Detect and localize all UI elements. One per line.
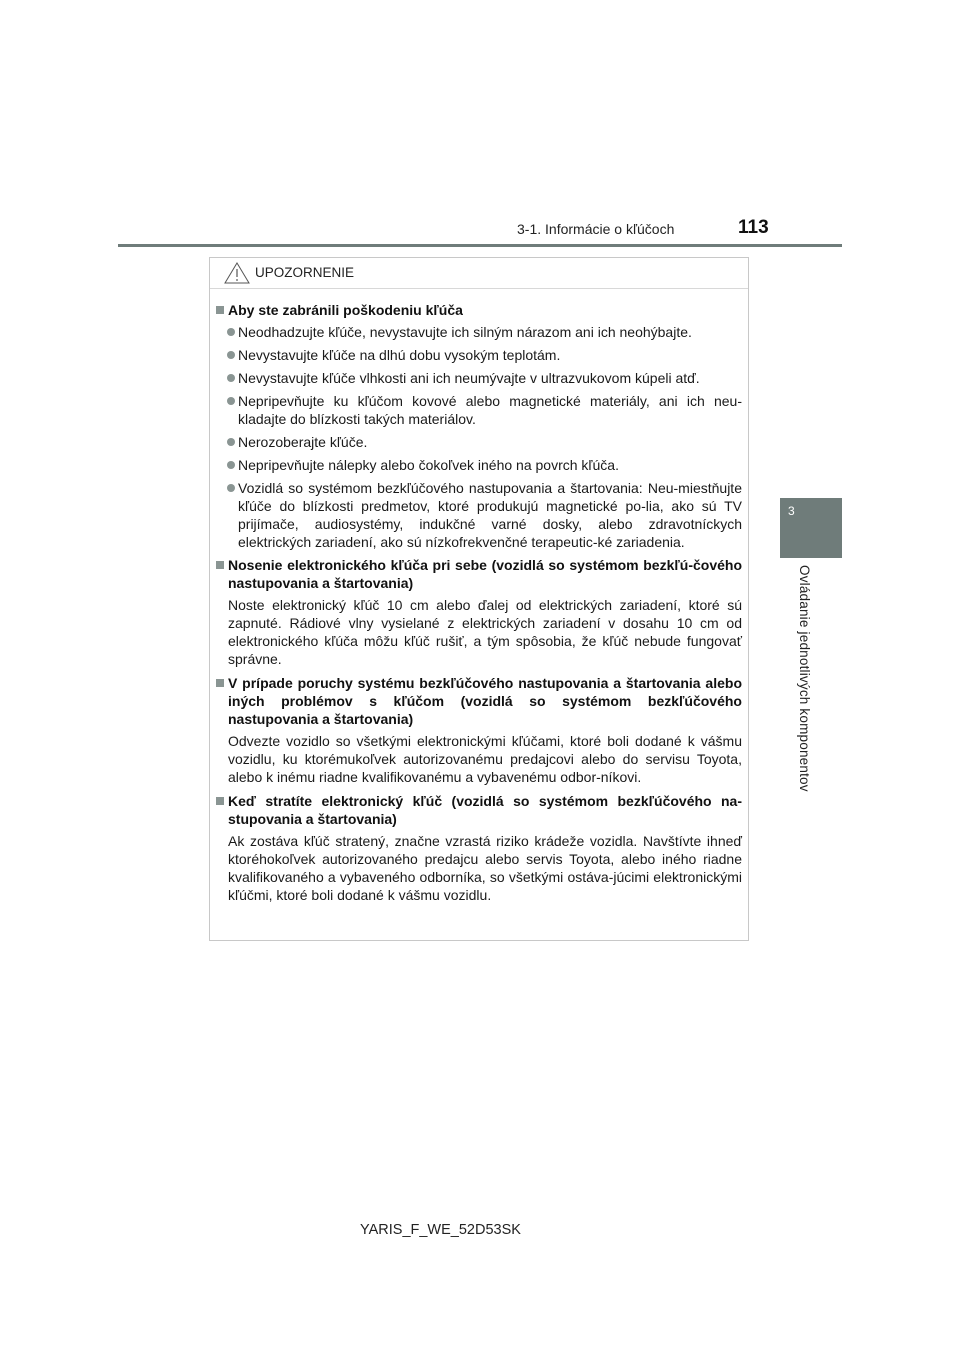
list-item: Vozidlá so systémom bezkľúčového nastupovania a štartovania: Neu-miestňujte kľúče do blízkosti predmetov, ktoré produkujú magnetické po-lia, ako sú TV prijímače, audiosystémy, indukčné varné dosky, alebo zdravotníckych elektrických zariadení, ako sú nízkofrekvenčné terapeutic-ké zariadenia. [216,479,742,551]
warning-triangle-icon [224,262,250,284]
circle-bullet-icon [227,461,235,469]
section-heading: V prípade poruchy systému bezkľúčového nastupovania a štartovania alebo iných problémov s kľúčom (vozidlá so systémom bezkľúčového nastupovania a štartovania) [216,674,742,728]
section-text: Odvezte vozidlo so všetkými elektronickými kľúčami, ktoré boli dodané k vášmu vozidlu, ku ktorémukoľvek autorizovanému predajcovi alebo do servisu Toyota, alebo k inému riadne kvalifikovanému a vybavenému odbor-níkovi. [228,733,742,785]
circle-bullet-icon [227,484,235,492]
circle-bullet-icon [227,374,235,382]
section-heading: Keď stratíte elektronický kľúč (vozidlá so systémom bezkľúčového na-stupovania a štartovania) [216,792,742,828]
square-bullet-icon [216,306,224,314]
list-item: Nepripevňujte nálepky alebo čokoľvek iného na povrch kľúča. [216,456,742,474]
warning-box [209,257,749,941]
list-item: Nevystavujte kľúče na dlhú dobu vysokým teplotám. [216,346,742,364]
list-item: Neodhadzujte kľúče, nevystavujte ich silným nárazom ani ich neohýbajte. [216,323,742,341]
chapter-tab [780,498,842,558]
chapter-number: 3 [788,504,795,518]
page-number: 113 [738,217,769,238]
header-divider [118,244,842,247]
chapter-label: Ovládanie jednotlivých komponentov [797,565,812,792]
warning-content [210,289,748,904]
section-heading: Aby ste zabránili poškodeniu kľúča [216,301,742,319]
circle-bullet-icon [227,438,235,446]
list-item: Nepripevňujte ku kľúčom kovové alebo magnetické materiály, ani ich neu-kladajte do blízkosti takých materiálov. [216,392,742,428]
list-item: Nerozoberajte kľúče. [216,433,742,451]
section-text: Noste elektronický kľúč 10 cm alebo ďalej od elektrických zariadení, ktoré sú zapnuté. Rádiové vlny vysielané z elektrických zariadení v dosahu 10 cm od elektronického kľúča môžu kľúč rušiť, a tým spôsobia, že kľúč nebude fungovať správne. [228,597,742,667]
section-heading: Nosenie elektronického kľúča pri sebe (vozidlá so systémom bezkľú-čového nastupovania a štartovania) [216,556,742,592]
section-title: 3-1. Informácie o kľúčoch [517,221,675,237]
square-bullet-icon [216,561,224,569]
document-id: YARIS_F_WE_52D53SK [360,1222,521,1238]
square-bullet-icon [216,679,224,687]
square-bullet-icon [216,797,224,805]
warning-header [210,258,748,289]
circle-bullet-icon [227,328,235,336]
circle-bullet-icon [227,351,235,359]
list-item: Nevystavujte kľúče vlhkosti ani ich neumývajte v ultrazvukovom kúpeli atď. [216,369,742,387]
circle-bullet-icon [227,397,235,405]
section-text: Ak zostáva kľúč stratený, značne vzrastá riziko krádeže vozidla. Navštívte ihneď ktoréhokoľvek autorizovaného predajcu alebo servis Toyota, alebo iného riadne kvalifikovaného a vybaveného odborníka, so všetkými ostáva-júcimi elektronickými kľúčmi, ktoré boli dodané k vášmu vozidlu. [228,833,742,903]
warning-title: UPOZORNENIE [255,265,355,280]
